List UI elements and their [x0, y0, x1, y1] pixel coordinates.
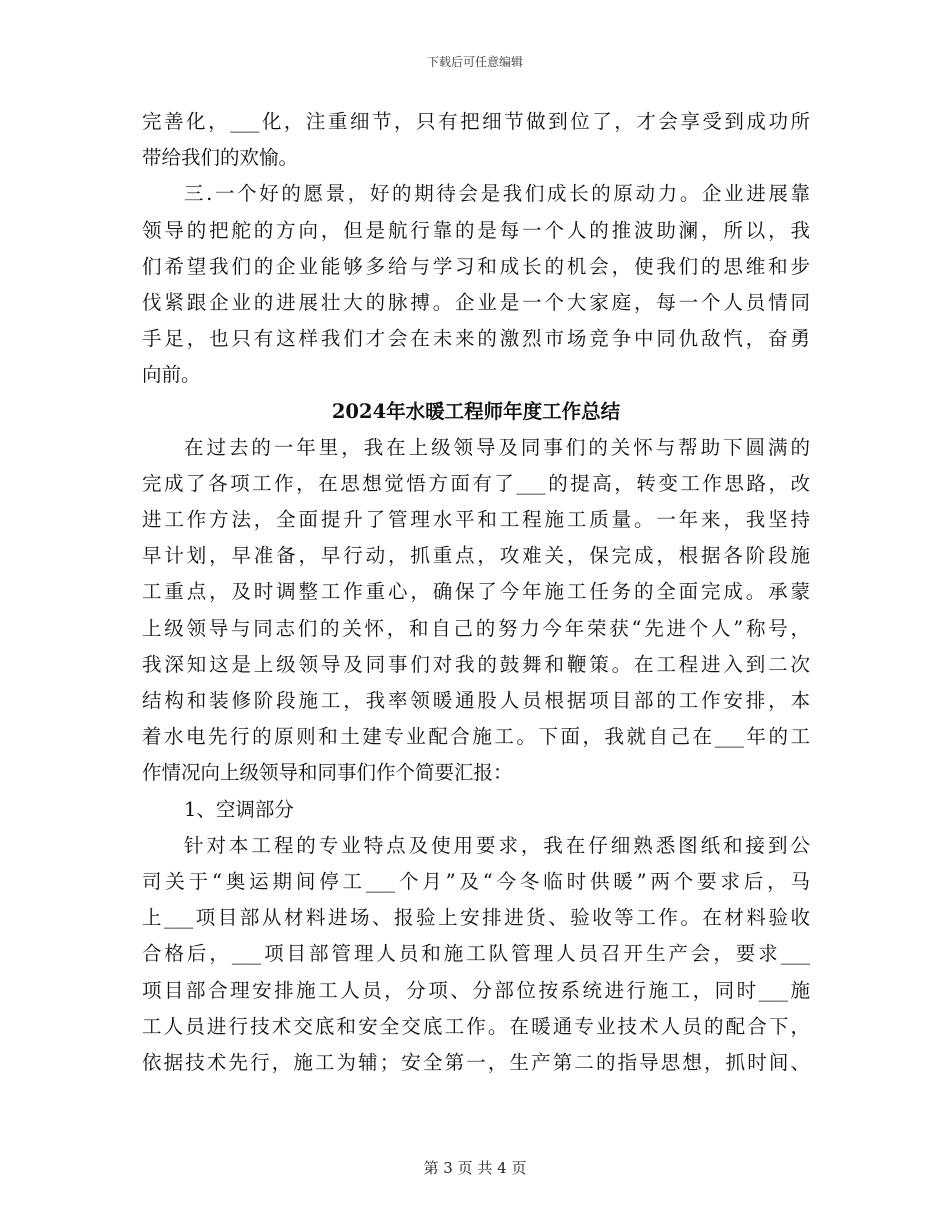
- text-line: 上级领导与同志们的关怀，和自己的努力今年荣获“先进个人”称号，: [142, 616, 810, 640]
- text-line: 着水电先行的原则和土建专业配合施工。下面，我就自己在___年的工: [142, 725, 810, 749]
- text-line: 带给我们的欢愉。: [142, 146, 299, 170]
- text-line: 进工作方法，全面提升了管理水平和工程施工质量。一年来，我坚持: [142, 508, 810, 532]
- section-title: 2024年水暖工程师年度工作总结: [331, 399, 621, 423]
- text-line: 上___项目部从材料进场、报验上安排进货、验收等工作。在材料验收: [142, 906, 810, 930]
- text-line: 完成了各项工作，在思想觉悟方面有了___的提高，转变工作思路，改: [142, 471, 810, 495]
- text-line: 依据技术先行，施工为辅；安全第一，生产第二的指导思想，抓时间、: [142, 1050, 810, 1074]
- text-line: 工重点，及时调整工作重心，确保了今年施工任务的全面完成。承蒙: [142, 580, 810, 604]
- text-line: 作情况向上级领导和同事们作个简要汇报：: [142, 761, 513, 785]
- text-line: 项目部合理安排施工人员，分项、分部位按系统进行施工，同时___施: [142, 978, 810, 1002]
- text-line: 针对本工程的专业特点及使用要求，我在仔细熟悉图纸和接到公: [184, 833, 810, 857]
- text-line: 三.一个好的愿景，好的期待会是我们成长的原动力。企业进展靠: [184, 182, 810, 206]
- document-body: [142, 104, 810, 1081]
- page-header: 下载后可任意编辑: [426, 55, 523, 69]
- text-line: 合格后，___项目部管理人员和施工队管理人员召开生产会，要求___: [142, 942, 810, 966]
- text-line: 在过去的一年里，我在上级领导及同事们的关怀与帮助下圆满的: [184, 435, 810, 459]
- text-line: 工人员进行技术交底和安全交底工作。在暖通专业技术人员的配合下，: [142, 1014, 810, 1038]
- text-line: 司关于“奥运期间停工___个月”及“今冬临时供暖”两个要求后，马: [142, 869, 810, 893]
- text-line: 手足，也只有这样我们才会在未来的激烈市场竞争中同仇敌忾，奋勇: [142, 327, 810, 351]
- page-footer: 第 3 页 共 4 页: [423, 1159, 527, 1177]
- text-line: 伐紧跟企业的进展壮大的脉搏。企业是一个大家庭，每一个人员情同: [142, 290, 810, 314]
- subsection-heading: 1、空调部分: [184, 797, 294, 821]
- text-line: 完善化，___化，注重细节，只有把细节做到位了，才会享受到成功所: [142, 110, 810, 133]
- text-line: 领导的把舵的方向，但是航行靠的是每一个人的推波助澜，所以，我: [142, 218, 810, 242]
- text-line: 结构和装修阶段施工，我率领暖通股人员根据项目部的工作安排，本: [142, 689, 810, 712]
- text-line: 们希望我们的企业能够多给与学习和成长的机会，使我们的思维和步: [142, 254, 810, 278]
- text-line: 向前。: [142, 363, 201, 387]
- text-line: 我深知这是上级领导及同事们对我的鼓舞和鞭策。在工程进入到二次: [142, 652, 810, 676]
- text-line: 早计划，早准备，早行动，抓重点，攻难关，保完成，根据各阶段施: [142, 544, 810, 568]
